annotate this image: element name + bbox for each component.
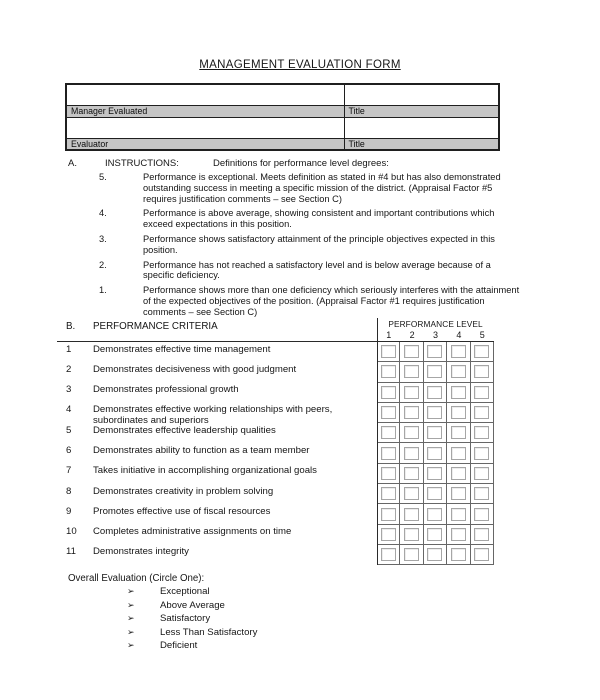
rating-cell xyxy=(424,403,447,423)
rating-cell xyxy=(471,383,494,403)
rating-cell xyxy=(424,545,447,565)
evaluator-input-row xyxy=(66,117,499,138)
criteria-text: Demonstrates effective time management xyxy=(93,343,271,355)
rating-checkbox[interactable] xyxy=(427,487,442,500)
section-divider-line xyxy=(377,318,378,565)
rating-checkbox[interactable] xyxy=(451,467,466,480)
criteria-heading xyxy=(66,321,218,332)
criteria-number: 7 xyxy=(66,465,72,477)
criteria-row xyxy=(57,525,494,545)
rating-checkbox[interactable] xyxy=(404,386,419,399)
rating-cell xyxy=(424,443,447,463)
rating-boxes xyxy=(377,484,494,504)
definition-text: Performance is above average, showing consistent and important contributions which exceed expectations in this position. xyxy=(143,208,495,230)
rating-cell xyxy=(400,525,423,545)
rating-cell xyxy=(447,403,470,423)
criteria-number: 3 xyxy=(66,384,72,396)
rating-checkbox[interactable] xyxy=(474,386,489,399)
level-column-number: 3 xyxy=(432,330,438,340)
criteria-cell xyxy=(57,464,377,484)
criteria-cell xyxy=(57,383,377,403)
rating-checkbox[interactable] xyxy=(427,508,442,521)
rating-boxes xyxy=(377,403,494,423)
level-column-number: 4 xyxy=(456,330,462,340)
rating-cell xyxy=(447,484,470,504)
rating-checkbox[interactable] xyxy=(427,406,442,419)
rating-cell xyxy=(424,383,447,403)
rating-cell xyxy=(400,423,423,443)
rating-cell xyxy=(447,525,470,545)
manager-evaluated-label: Manager Evaluated xyxy=(66,105,344,117)
rating-cell xyxy=(400,443,423,463)
overall-evaluation-label: Overall Evaluation (Circle One): xyxy=(68,573,205,584)
rating-checkbox[interactable] xyxy=(381,467,396,480)
criteria-number: 8 xyxy=(66,485,72,497)
evaluator-title-field[interactable] xyxy=(344,117,499,138)
rating-cell xyxy=(400,545,423,565)
criteria-number: 5 xyxy=(66,424,72,436)
instructions-label: INSTRUCTIONS: xyxy=(105,158,179,169)
rating-cell xyxy=(400,484,423,504)
rating-checkbox[interactable] xyxy=(381,345,396,358)
rating-checkbox[interactable] xyxy=(427,386,442,399)
rating-cell xyxy=(447,464,470,484)
criteria-number: 1 xyxy=(66,343,72,355)
rating-checkbox[interactable] xyxy=(451,386,466,399)
rating-checkbox[interactable] xyxy=(451,548,466,561)
rating-checkbox[interactable] xyxy=(404,406,419,419)
criteria-row xyxy=(57,383,494,403)
arrow-bullet-icon: ➢ xyxy=(127,599,135,610)
rating-checkbox[interactable] xyxy=(427,345,442,358)
rating-checkbox[interactable] xyxy=(451,447,466,460)
page-title-text: MANAGEMENT EVALUATION FORM xyxy=(199,59,401,71)
criteria-header-row xyxy=(57,318,494,342)
rating-cell xyxy=(400,464,423,484)
rating-checkbox[interactable] xyxy=(381,528,396,541)
criteria-heading-text: PERFORMANCE CRITERIA xyxy=(93,321,218,332)
rating-cell xyxy=(447,423,470,443)
rating-checkbox[interactable] xyxy=(427,365,442,378)
rating-checkbox[interactable] xyxy=(404,426,419,439)
manager-input-row xyxy=(66,84,499,105)
overall-option-label: Satisfactory xyxy=(160,613,211,624)
manager-title-field[interactable] xyxy=(344,84,499,105)
criteria-cell xyxy=(57,443,377,463)
definition-number: 4. xyxy=(99,208,107,219)
rating-cell xyxy=(400,342,423,362)
overall-option-label: Less Than Satisfactory xyxy=(160,626,258,638)
rating-checkbox[interactable] xyxy=(404,508,419,521)
rating-checkbox[interactable] xyxy=(474,426,489,439)
rating-cell xyxy=(377,342,400,362)
rating-checkbox[interactable] xyxy=(381,406,396,419)
criteria-text: Demonstrates integrity xyxy=(93,546,189,558)
rating-boxes xyxy=(377,362,494,382)
rating-boxes xyxy=(377,423,494,443)
rating-checkbox[interactable] xyxy=(474,548,489,561)
rating-cell xyxy=(471,342,494,362)
level-column-number: 1 xyxy=(386,330,392,340)
rating-cell xyxy=(400,362,423,382)
rating-cell xyxy=(447,342,470,362)
criteria-number: 10 xyxy=(66,526,77,538)
evaluator-label: Evaluator xyxy=(66,138,344,150)
overall-options-list xyxy=(127,586,257,654)
criteria-text: Demonstrates effective leadership qualities xyxy=(93,424,276,436)
rating-checkbox[interactable] xyxy=(451,426,466,439)
rating-checkbox[interactable] xyxy=(381,508,396,521)
rating-checkbox[interactable] xyxy=(474,406,489,419)
arrow-bullet-icon: ➢ xyxy=(127,640,135,650)
rating-cell xyxy=(377,464,400,484)
rating-checkbox[interactable] xyxy=(427,426,442,439)
performance-level-definitions xyxy=(99,172,523,322)
rating-cell xyxy=(377,362,400,382)
rating-checkbox[interactable] xyxy=(381,447,396,460)
rating-cell xyxy=(377,403,400,423)
rating-checkbox[interactable] xyxy=(474,508,489,521)
definition-text: Performance shows satisfactory attainment of the principle objectives expected in this position. xyxy=(143,233,495,255)
criteria-text: Demonstrates decisiveness with good judgment xyxy=(93,363,297,375)
rating-cell xyxy=(400,504,423,524)
rating-boxes xyxy=(377,342,494,362)
rating-cell xyxy=(424,362,447,382)
criteria-cell xyxy=(57,484,377,504)
criteria-row xyxy=(57,423,494,443)
rating-cell xyxy=(471,362,494,382)
criteria-number: 4 xyxy=(66,404,72,416)
overall-option-label: Deficient xyxy=(160,640,198,651)
rating-checkbox[interactable] xyxy=(451,365,466,378)
definition-item xyxy=(99,234,523,256)
rating-cell xyxy=(471,423,494,443)
criteria-row xyxy=(57,545,494,565)
rating-cell xyxy=(471,403,494,423)
definition-text: Performance shows more than one deficiency which seriously interferes with the attainment of the expected objectives of the position. (Appraisal Factor #1 requires justification comments – see Section C) xyxy=(143,285,520,317)
definition-number: 2. xyxy=(99,259,107,270)
criteria-cell xyxy=(57,423,377,443)
criteria-row xyxy=(57,403,494,426)
level-column-number: 5 xyxy=(479,330,485,340)
rating-checkbox[interactable] xyxy=(451,406,466,419)
evaluator-name-field[interactable] xyxy=(66,117,344,138)
rating-checkbox[interactable] xyxy=(474,447,489,460)
performance-criteria-section xyxy=(57,318,494,565)
criteria-cell xyxy=(57,342,377,362)
criteria-row xyxy=(57,362,494,382)
overall-option[interactable] xyxy=(127,586,257,600)
rating-cell xyxy=(400,403,423,423)
rating-checkbox[interactable] xyxy=(381,548,396,561)
rating-checkbox[interactable] xyxy=(474,345,489,358)
criteria-rows xyxy=(57,342,494,565)
rating-checkbox[interactable] xyxy=(381,426,396,439)
rating-checkbox[interactable] xyxy=(451,528,466,541)
criteria-row xyxy=(57,504,494,524)
manager-title-label: Title xyxy=(344,105,499,117)
rating-boxes xyxy=(377,545,494,565)
definition-number: 5. xyxy=(99,172,107,182)
criteria-number: 2 xyxy=(66,363,72,375)
criteria-text: Demonstrates ability to function as a team member xyxy=(93,444,310,456)
rating-cell xyxy=(377,484,400,504)
rating-cell xyxy=(471,545,494,565)
rating-checkbox[interactable] xyxy=(404,365,419,378)
evaluee-table xyxy=(65,83,500,151)
criteria-text: Demonstrates professional growth xyxy=(93,384,239,396)
instructions-heading xyxy=(68,158,389,169)
rating-cell xyxy=(377,545,400,565)
definition-text: Performance is exceptional. Meets definition as stated in #4 but has also demonstrated outstanding success in meeting a specific mission of the district. (Appraisal Factor #5 requires justification comments – see Section C) xyxy=(143,172,501,204)
definition-text: Performance has not reached a satisfactory level and is below average because of a specific deficiency. xyxy=(143,259,491,281)
evaluator-title-label: Title xyxy=(344,138,499,150)
rating-boxes xyxy=(377,383,494,403)
rating-checkbox[interactable] xyxy=(474,365,489,378)
rating-checkbox[interactable] xyxy=(404,528,419,541)
overall-option-label: Above Average xyxy=(160,599,225,611)
rating-boxes xyxy=(377,443,494,463)
definition-item xyxy=(99,172,523,204)
criteria-cell xyxy=(57,403,377,426)
rating-cell xyxy=(447,504,470,524)
criteria-text: Demonstrates effective working relationships with peers, subordinates and superiors xyxy=(93,404,333,426)
rating-cell xyxy=(447,383,470,403)
criteria-row xyxy=(57,342,494,362)
rating-cell xyxy=(377,525,400,545)
rating-boxes xyxy=(377,504,494,524)
rating-cell xyxy=(471,504,494,524)
definition-item xyxy=(99,208,523,230)
rating-boxes xyxy=(377,464,494,484)
overall-option[interactable] xyxy=(127,640,257,654)
definition-item xyxy=(99,260,523,282)
rating-checkbox[interactable] xyxy=(404,467,419,480)
manager-label-row xyxy=(66,105,499,117)
rating-checkbox[interactable] xyxy=(451,508,466,521)
rating-cell xyxy=(424,342,447,362)
rating-cell xyxy=(424,504,447,524)
performance-level-header xyxy=(377,319,494,340)
rating-checkbox[interactable] xyxy=(381,487,396,500)
overall-option[interactable] xyxy=(127,627,257,641)
definition-item xyxy=(99,285,523,317)
criteria-number: 9 xyxy=(66,505,72,517)
rating-cell xyxy=(471,484,494,504)
criteria-text: Completes administrative assignments on time xyxy=(93,526,292,538)
rating-cell xyxy=(424,464,447,484)
rating-checkbox[interactable] xyxy=(427,467,442,480)
section-b-letter: B. xyxy=(66,321,76,332)
rating-cell xyxy=(377,443,400,463)
manager-name-field[interactable] xyxy=(66,84,344,105)
rating-checkbox[interactable] xyxy=(427,548,442,561)
section-a-letter: A. xyxy=(68,158,77,169)
criteria-text: Takes initiative in accomplishing organizational goals xyxy=(93,465,317,477)
rating-cell xyxy=(447,545,470,565)
performance-level-label: PERFORMANCE LEVEL xyxy=(388,319,483,329)
criteria-cell xyxy=(57,504,377,524)
rating-cell xyxy=(471,525,494,545)
rating-cell xyxy=(447,362,470,382)
rating-cell xyxy=(471,464,494,484)
rating-cell xyxy=(400,383,423,403)
criteria-row xyxy=(57,484,494,504)
rating-checkbox[interactable] xyxy=(381,365,396,378)
criteria-number: 6 xyxy=(66,444,72,456)
definition-number: 1. xyxy=(99,285,107,296)
rating-checkbox[interactable] xyxy=(451,487,466,500)
rating-cell xyxy=(424,484,447,504)
arrow-bullet-icon: ➢ xyxy=(127,586,135,596)
level-column-number: 2 xyxy=(409,330,415,340)
rating-cell xyxy=(377,383,400,403)
criteria-text: Demonstrates creativity in problem solving xyxy=(93,485,274,497)
rating-checkbox[interactable] xyxy=(427,528,442,541)
overall-option[interactable] xyxy=(127,613,257,627)
criteria-number: 11 xyxy=(66,546,76,558)
rating-checkbox[interactable] xyxy=(474,467,489,480)
criteria-cell xyxy=(57,545,377,565)
rating-cell xyxy=(377,423,400,443)
arrow-bullet-icon: ➢ xyxy=(127,626,135,637)
rating-checkbox[interactable] xyxy=(474,528,489,541)
instructions-subheading: Definitions for performance level degrees: xyxy=(213,158,389,169)
criteria-row xyxy=(57,464,494,484)
rating-checkbox[interactable] xyxy=(404,345,419,358)
rating-checkbox[interactable] xyxy=(404,487,419,500)
criteria-cell xyxy=(57,525,377,545)
definition-number: 3. xyxy=(99,233,107,244)
rating-checkbox[interactable] xyxy=(474,487,489,500)
evaluator-label-row xyxy=(66,138,499,150)
criteria-cell xyxy=(57,362,377,382)
rating-cell xyxy=(447,443,470,463)
rating-checkbox[interactable] xyxy=(381,386,396,399)
rating-cell xyxy=(377,504,400,524)
criteria-text: Promotes effective use of fiscal resources xyxy=(93,505,271,517)
criteria-row xyxy=(57,443,494,463)
rating-cell xyxy=(471,443,494,463)
rating-boxes xyxy=(377,525,494,545)
rating-checkbox[interactable] xyxy=(404,548,419,561)
page-title xyxy=(0,59,600,71)
overall-option[interactable] xyxy=(127,600,257,614)
rating-checkbox[interactable] xyxy=(451,345,466,358)
rating-cell xyxy=(424,423,447,443)
rating-cell xyxy=(424,525,447,545)
arrow-bullet-icon: ➢ xyxy=(127,613,135,623)
level-number-row xyxy=(377,330,494,340)
rating-checkbox[interactable] xyxy=(427,447,442,460)
rating-checkbox[interactable] xyxy=(404,447,419,460)
overall-option-label: Exceptional xyxy=(160,586,210,597)
